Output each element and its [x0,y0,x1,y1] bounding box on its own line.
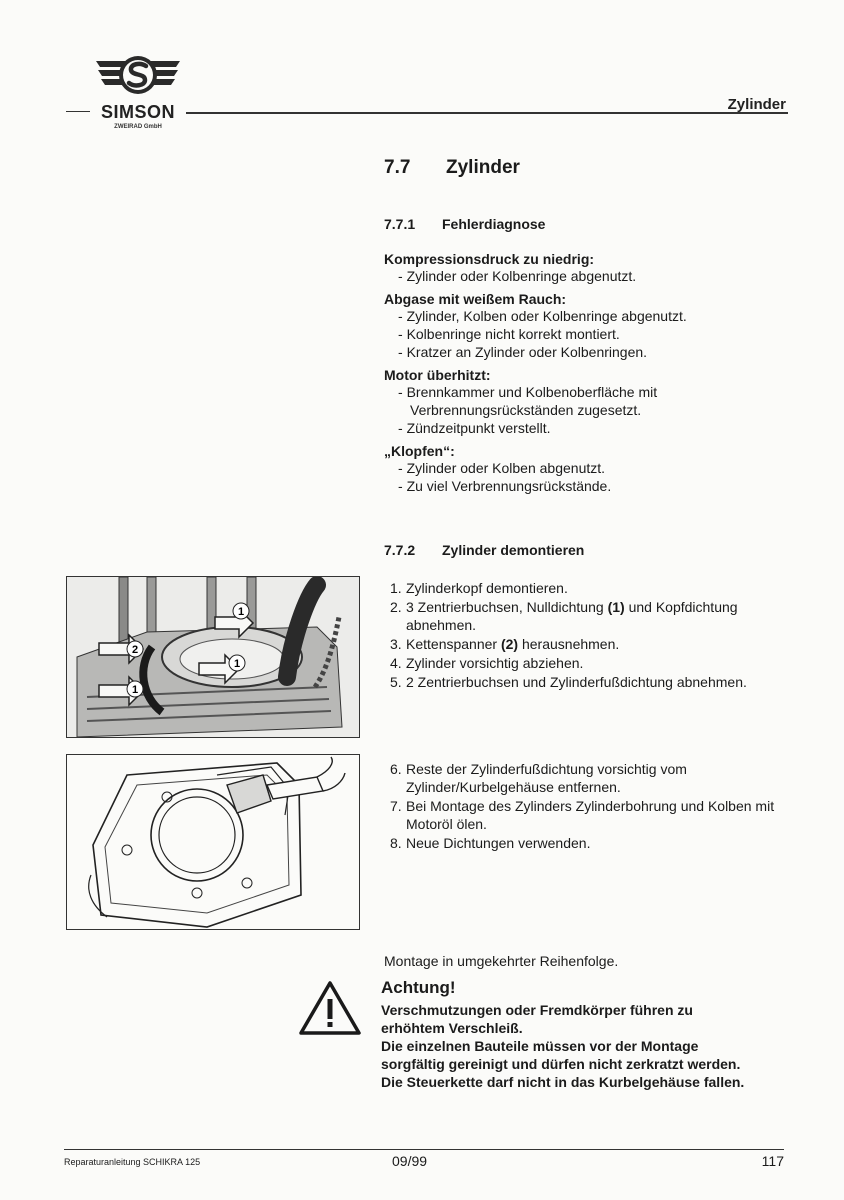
section-heading [384,157,520,179]
brand-subtitle: ZWEIRAD GmbH [114,124,162,130]
list-item: - Zylinder oder Kolben abgenutzt. [384,459,804,477]
callout-label: 1 [233,658,241,670]
simson-logo-icon [96,55,180,103]
list-item: - Kolbenringe nicht korrekt montiert. [384,325,804,343]
warning-line: Die Steuerkette darf nicht in das Kurbelgehäuse fallen. [381,1074,745,1090]
list-item: - Kratzer an Zylinder oder Kolbenringen. [384,343,804,361]
diagnosis-group [384,443,804,495]
cylinder-removal-illustration [67,577,359,737]
header-chapter-title: Zylinder [727,96,786,113]
list-item: 3. Kettenspanner (2) herausnehmen. [390,636,620,652]
list-item: 6. Reste der Zylinderfußdichtung vorsichtig vom Zylinder/Kurbelgehäuse entfernen. [390,761,687,795]
removal-steps-list [384,579,794,692]
brand-name: SIMSON [100,102,175,122]
footer-rule [64,1149,784,1150]
list-item: 5. 2 Zentrierbuchsen und Zylinderfußdichtung abnehmen. [390,674,747,690]
section-number: 7.7 [384,157,411,178]
list-item: - Zylinder, Kolben oder Kolbenringe abgenutzt. [384,307,804,325]
diagnosis-list [384,383,704,437]
list-item: 7. Bei Montage des Zylinders Zylinderbohrung und Kolben mit Motoröl ölen. [390,798,775,832]
callout-label: 1 [131,684,139,696]
warning-line: Verschmutzungen oder Fremdkörper führen zu [381,1002,693,1018]
warning-line: Die einzelnen Bauteile müssen vor der Montage [381,1038,699,1054]
figure-cylinder-removal [66,576,360,738]
list-item: 8. Neue Dichtungen verwenden. [390,835,591,851]
diagnosis-label: Abgase mit weißem Rauch: [384,291,567,307]
warning-triangle-icon [298,980,362,1041]
diagnosis-list [384,267,804,285]
diagnosis-block [384,251,804,495]
diagnosis-label: Motor überhitzt: [384,367,491,383]
subsection-heading-diagnosis [384,216,545,232]
assembly-note: Montage in umgekehrter Reihenfolge. [384,953,619,969]
diagnosis-group [384,291,804,361]
list-item: 1. Zylinderkopf demontieren. [390,580,568,596]
callout-label: 2 [131,644,139,656]
list-item: - Zu viel Verbrennungsrückstände. [384,477,804,495]
header-rule-left [66,111,90,112]
subsection-number: 7.7.2 [384,542,416,558]
list-item: - Zylinder oder Kolbenringe abgenutzt. [384,267,804,285]
warning-line: sorgfältig gereinigt und dürfen nicht zerkratzt werden. [381,1056,741,1072]
footer-page-number: 117 [761,1153,784,1169]
section-title: Zylinder [446,157,520,178]
cleaning-steps-list [384,760,804,853]
subsection-number: 7.7.1 [384,216,416,232]
figure-gasket-cleaning [66,754,360,930]
diagnosis-group [384,251,804,285]
subsection-title: Fehlerdiagnose [442,216,546,232]
list-item: - Brennkammer und Kolbenoberfläche mit Verbrennungsrückständen zugesetzt. [384,383,704,419]
gasket-cleaning-illustration [67,755,359,929]
list-item: 2. 3 Zentrierbuchsen, Nulldichtung (1) und Kopfdichtung abnehmen. [390,599,738,633]
diagnosis-label: Kompressionsdruck zu niedrig: [384,251,595,267]
diagnosis-list [384,307,804,361]
warning-title: Achtung! [381,978,456,997]
subsection-heading-removal [384,542,584,558]
callout-label: 1 [237,606,245,618]
diagnosis-group [384,367,804,437]
list-item: - Zündzeitpunkt verstellt. [384,419,704,437]
diagnosis-list [384,459,804,495]
footer-manual-title: Reparaturanleitung SCHIKRA 125 [64,1157,201,1167]
diagnosis-label: „Klopfen“: [384,443,455,459]
subsection-title: Zylinder demontieren [442,542,585,558]
warning-text [381,1001,801,1091]
footer-date: 09/99 [392,1153,428,1169]
list-item: 4. Zylinder vorsichtig abziehen. [390,655,584,671]
warning-line: erhöhtem Verschleiß. [381,1020,523,1036]
header-rule [186,112,788,114]
